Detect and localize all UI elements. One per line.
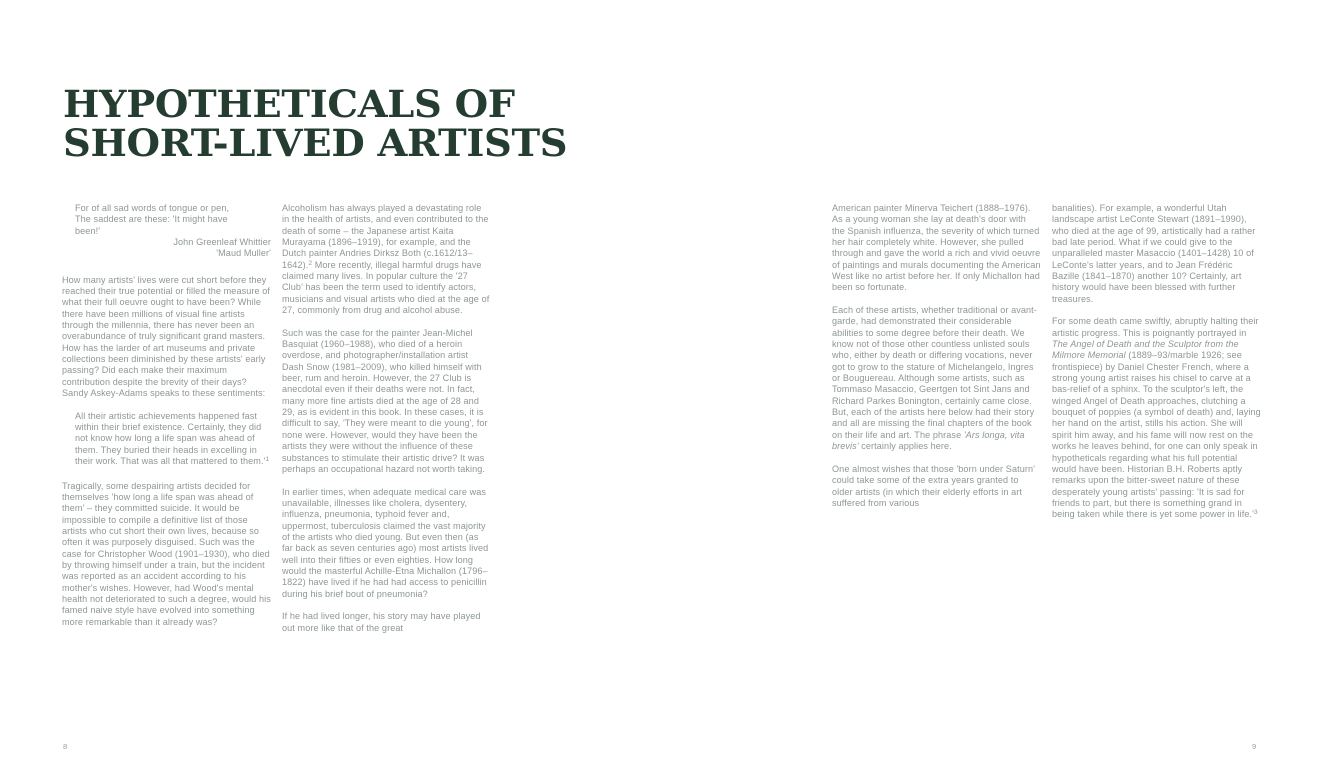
paragraph: One almost wishes that those 'born under Saturn' could take some of the extra years granted to older artists (in which their elderly efforts in art suffered from various <box>832 463 1035 508</box>
page-number-left: 8 <box>63 742 68 751</box>
footnote-marker-2: 2 <box>308 259 313 267</box>
epigraph-author: John Greenleaf Whittier <box>173 237 271 248</box>
paragraph: In earlier times, when adequate medical care was unavailable, illnesses like cholera, dysentery, influenza, pneumonia, typhoid fever and, uppermost, tuberculosis claimed the vast majority of the artists who died young. But even then (as far back as seven centuries ago) most artists lived well into their fifties or even eighties. How long would the masterful Achille-Etna Michallon (1796–1822) have lived if he had had access to penicillin during his brief bout of pneumonia? <box>282 486 489 599</box>
footnote-marker-3: 3 <box>1254 509 1258 517</box>
paragraph: banalities). For example, a wonderful Utah landscape artist LeConte Stewart (1891–1990), who died at the age of 99, artistically had a rather bad late period. What if we could give to the unparalleled master Masaccio (1401–1428) 10 of LeConte's latter years, and to Jean Frédéric Bazille (1841–1870) another 10? Certainly, art history would have been blessed with further treasures. <box>1052 203 1256 304</box>
paragraph <box>832 305 1041 452</box>
paragraph: If he had lived longer, his story may have played out more like that of the great <box>282 611 481 633</box>
epigraph-source: 'Maud Muller' <box>216 248 271 259</box>
paragraph-part: (1889–93/marble 1926; see frontispiece) by Daniel Chester French, where a strong young artist raises his chisel to carve at a bas-relief of a sphinx. To the sculptor's left, the winged Angel of Death approaches, clutching a bouquet of poppies (a symbol of death) and, laying her hand on the artist, stills his action. She will spirit him away, and his fame will now rest on the works he leaves behind, for one can only speak in hypotheticals regarding what his full potential would have been. Historian B.H. Roberts aptly remarks upon the bitter-sweet nature of these desperately young artists' passing: 'It is sad for friends to part, but there is something grand in being taken while there is yet some power in life.' <box>1052 350 1261 520</box>
extract-text: All their artistic achievements happened fast within their brief existence. Certainly, they did not know how long a life span was ahead of them. They buried their heads in excelling in their work. That was all that mattered to them.' <box>75 410 266 467</box>
text-column-2 <box>282 203 491 634</box>
epigraph-line-2: The saddest are these: 'It might have <box>75 214 228 225</box>
paragraph-part: For some death came swiftly, abruptly halting their artistic progress. This is poignantly portrayed in <box>1052 316 1259 338</box>
block-quote-extract <box>75 411 271 468</box>
chapter-title-line-1: HYPOTHETICALS OF <box>63 81 515 126</box>
chapter-title-line-2: SHORT-LIVED ARTISTS <box>63 121 568 166</box>
text-column-3 <box>832 203 1041 509</box>
paragraph-part: Alcoholism has always played a devastating role in the health of artists, and even contributed to the death of some – the Japanese artist Kaita Murayama (1896–1919), for example, and the Dutch painter Andries Dirksz Both (c.1612/13–1642). <box>282 203 489 270</box>
paragraph <box>282 203 491 316</box>
paragraph <box>1052 316 1261 520</box>
text-column-4 <box>1052 203 1261 521</box>
paragraph-part: certainly applies here. <box>858 441 952 452</box>
paragraph-part: Each of these artists, whether traditional or avant-garde, had demonstrated their considerable abilities to some degree before their death. We know not of those other countless unlisted souls who, either by death or differing vocations, never got to grow to the stature of Michelangelo, Ingres or Bouguereau. Although some artists, such as Tommaso Masaccio, Geertgen tot Sint Jans and Richard Parkes Bonington, certainly came close. But, each of the artists here below had their story and all are missing the final chapters of the book on their life and art. The phrase <box>832 305 1037 440</box>
epigraph-block <box>75 203 271 260</box>
epigraph-line-1: For of all sad words of tongue or pen, <box>75 203 230 213</box>
chapter-title <box>63 81 683 166</box>
paragraph: American painter Minerva Teichert (1888–1976). As a young woman she lay at death's door with the Spanish influenza, the severity of which turned her hair completely white. However, she pulled through and gave the world a rich and vivid oeuvre of paintings and murals documenting the American West like no artist before her. If only Michallon had been so fortunate. <box>832 203 1041 293</box>
page-number-right: 9 <box>1252 742 1257 751</box>
paragraph: How many artists' lives were cut short before they reached their true potential or filled the measure of what their full oeuvre ought to have been? While there have been millions of visual fine artists through the millennia, there has never been an overabundance of truly significant grand masters. How has the larder of art museums and private collections been diminished by these artists' early passing? Did each make their maximum contribution despite the brevity of their days? Sandy Askey-Adams speaks to these sentiments: <box>62 274 271 399</box>
latin-phrase: 'Ars longa, vita brevis' <box>832 429 1025 452</box>
paragraph: Tragically, some despairing artists decided for themselves 'how long a life span was ahead of them' – they committed suicide. It would be impossible to compile a definitive list of those artists who cut short their own lives, because so often it was purposely disguised. Such was the case for Christopher Wood (1901–1930), who died by throwing himself under a train, but the incident was reported as an accident according to his mother's wishes. However, had Wood's mental health not deteriorated to such a degree, would his famed naive style have evolved into something more remarkable than it already was? <box>62 480 271 627</box>
text-column-1 <box>62 203 271 628</box>
artwork-title: The Angel of Death and the Sculptor from the Milmore Memorial <box>1052 339 1239 361</box>
footnote-marker-1: 1 <box>265 456 270 464</box>
paragraph: Such was the case for the painter Jean-Michel Basquiat (1960–1988), who died of a heroin overdose, and photographer/installation artist Dash Snow (1981–2009), who killed himself with beer, rum and heroin. However, the 27 Club is anecdotal even if their deaths were not. In fact, many more fine artists died at the age of 28 and 29, as is evident in this book. In these cases, it is difficult to say, 'They were meant to die young', for none were. However, would they have been the artists they were without the influence of these substances to stimulate their artistic drive? It was perhaps an occupational hazard not worth taking. <box>282 327 488 474</box>
paragraph-part: More recently, illegal harmful drugs have claimed many lives. In popular culture the '27 Club' has been the term used to identify actors, musicians and visual artists who died at the age of 27, commonly from drug and alcohol abuse. <box>282 259 490 316</box>
epigraph-line-3: been!' <box>75 225 101 236</box>
